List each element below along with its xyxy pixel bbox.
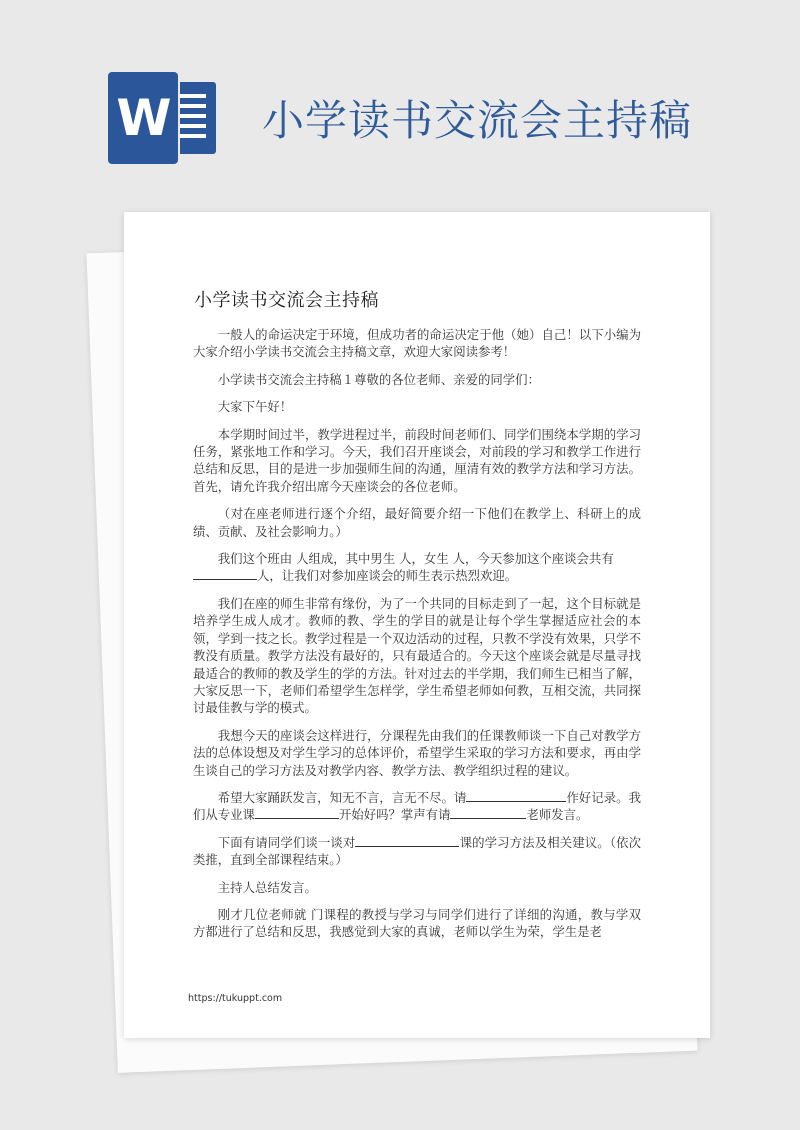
text-segment: 作好记录。我们从专业课: [193, 789, 642, 823]
paragraph-students-discuss: [193, 834, 641, 869]
fill-blank: [355, 835, 459, 847]
paragraph-opening: 本学期时间过半，教学进程过半，前段时间老师们、同学们围绕本学期的学习任务，紧张地工作和学习。今天，我们召开座谈会，对前段的学习和教学工作进行总结和反思，目的是进一步加强师生间的沟通，厘清有效的教学方法和学习方法。首先，请允许我介绍出席今天座谈会的各位老师。: [193, 426, 641, 494]
fill-blank: [450, 807, 526, 819]
paragraph-speak-freely: [193, 789, 641, 824]
text-segment: 希望大家踊跃发言，知无不言，言无不尽。请: [217, 789, 467, 805]
document-page: [124, 212, 710, 1038]
fill-blank: [466, 790, 566, 802]
document-title: 小学读书交流会主持稿: [194, 290, 379, 311]
document-body: [193, 326, 641, 951]
text-segment: 下面有请同学们谈一谈对: [217, 834, 356, 850]
header-title: 小学读书交流会主持稿: [262, 96, 693, 145]
paragraph-hello: 大家下午好！: [217, 399, 293, 415]
paragraph-goal: 我们在座的师生非常有缘份，为了一个共同的目标走到了一起，这个目标就是培养学生成人成才。教师的教、学生的学目的就是让每个学生掌握适应社会的本领，学到一技之长。教学过程是一个双边活动的过程，只教不学没有效果，只学不教没有质量。教学方法没有最好的，只有最适合的。今天这个座谈会就是尽量寻找最适合的教师的教及学生的学的方法。针对过去的半学期，我们师生已相当了解，大家反思一下，老师们希望学生怎样学，学生希望老师如何教，互相交流，共同探讨最佳教与学的模式。: [193, 595, 641, 716]
text-segment: 老师发言。: [526, 807, 589, 823]
paragraph-greeting: 小学读书交流会主持稿１尊敬的各位老师、亲爱的同学们：: [217, 371, 540, 387]
word-badge-letter: W: [116, 89, 170, 147]
word-badge: [108, 72, 178, 164]
word-logo-icon: [108, 72, 216, 164]
text-segment: 课的学习方法及相关建议。（依次类推，直到全部课程结束。）: [193, 834, 641, 868]
paragraph-closing: 刚才几位老师就 门课程的教授与学习与同学们进行了详细的沟通，教与学双方都进行了总结和反思，我感觉到大家的真诚，老师以学生为荣，学生是老: [193, 906, 641, 940]
paragraph-host-summary: 主持人总结发言。: [217, 879, 317, 895]
text-segment: 我们这个班由 人组成，其中男生 人，女生 人，今天参加这个座谈会共有: [217, 551, 614, 567]
paragraph-class-composition: [193, 550, 641, 585]
fill-blank: [255, 807, 339, 819]
footer-url: https://tukuppt.com: [188, 993, 283, 1004]
fill-blank: [193, 568, 257, 580]
text-segment: 人，让我们对参加座谈会的师生表示热烈欢迎。: [257, 568, 518, 584]
text-segment: 开始好吗？掌声有请: [338, 807, 451, 823]
paragraph-intro: 一般人的命运决定于环境，但成功者的命运决定于他（她）自己！以下小编为大家介绍小学读书交流会主持稿文章，欢迎大家阅读参考！: [193, 327, 641, 360]
paragraph-procedure: 我想今天的座谈会这样进行，分课程先由我们的任课教师谈一下自己对教学方法的总体设想及对学生学习的总体评价，希望学生采取的学习方法和要求，再由学生谈自己的学习方法及对教学内容、教学方法、教学组织过程的建议。: [193, 727, 641, 778]
paragraph-introduce-teachers: （对在座老师进行逐个介绍，最好简要介绍一下他们在教学上、科研上的成绩、贡献、及社会影响力。）: [193, 506, 641, 539]
